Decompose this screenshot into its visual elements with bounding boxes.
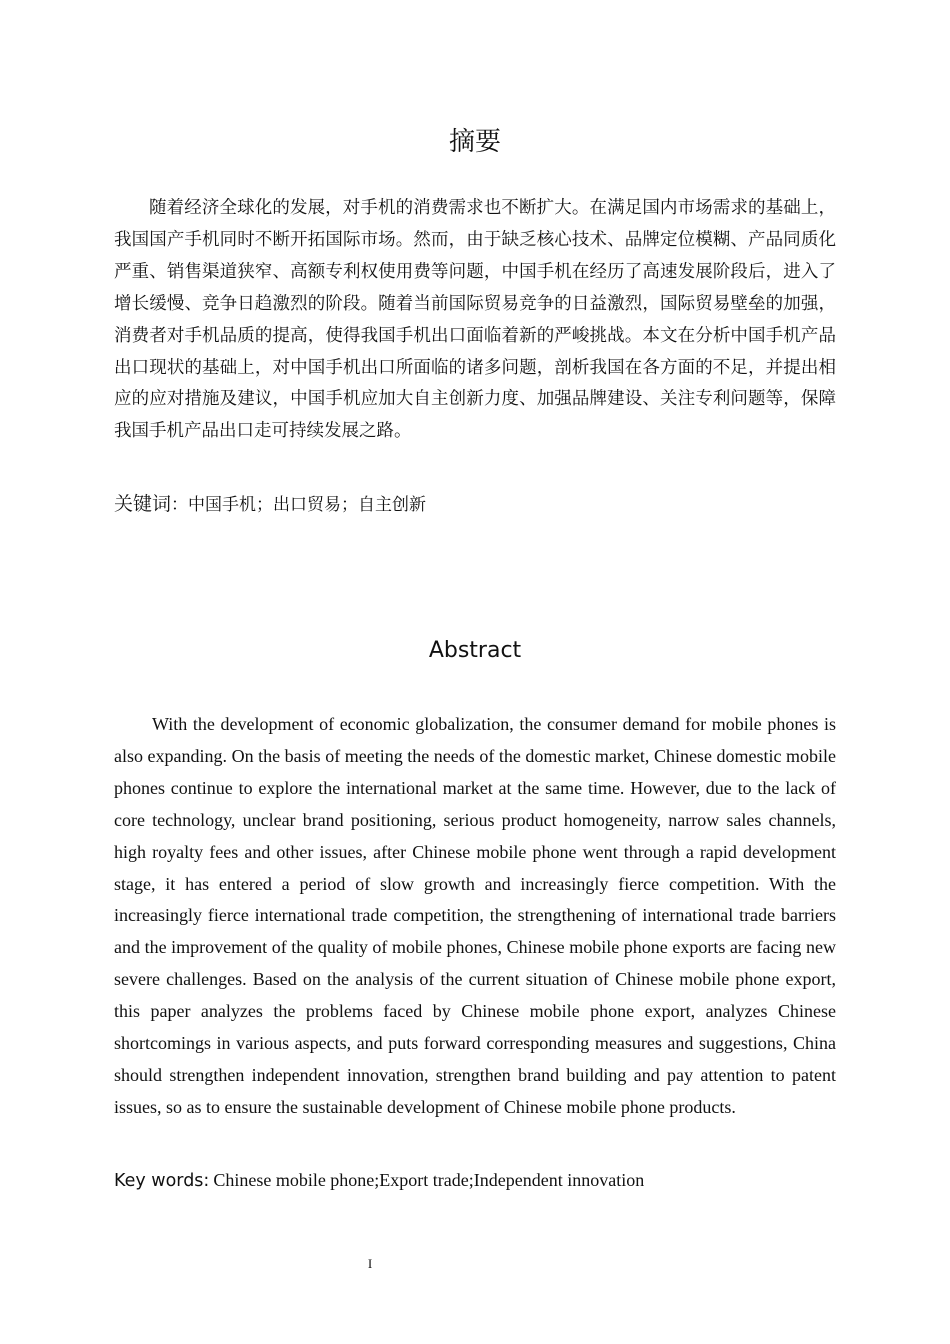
english-keywords-line xyxy=(114,1165,836,1197)
chinese-keywords-separator: ： xyxy=(171,495,189,515)
english-keywords-label: Key words: xyxy=(114,1171,210,1191)
english-keywords-value: Chinese mobile phone;Export trade;Independent innovation xyxy=(213,1170,645,1190)
english-abstract-body: With the development of economic globalization, the consumer demand for mobile phones is also expanding. On the basis of meeting the needs of the domestic market, Chinese domestic mobile phones continue to explore the international market at the same time. However, due to the lack of core technology, unclear brand positioning, serious product homogeneity, narrow sales channels, high royalty fees and other issues, after Chinese mobile phone went through a rapid development stage, it has entered a period of slow growth and increasingly fierce competition. With the increasingly fierce international trade competition, the strengthening of international trade barriers and the improvement of the quality of mobile phones, Chinese mobile phone exports are facing new severe challenges. Based on the analysis of the current situation of Chinese mobile phone export, this paper analyzes the problems faced by Chinese mobile phone export, analyzes Chinese shortcomings in various aspects, and puts forward corresponding measures and suggestions, China should strengthen independent innovation, strengthen brand building and pay attention to patent issues, so as to ensure the sustainable development of Chinese mobile phone products. xyxy=(114,714,836,1117)
chinese-abstract-body: 随着经济全球化的发展，对手机的消费需求也不断扩大。在满足国内市场需求的基础上，我国国产手机同时不断开拓国际市场。然而，由于缺乏核心技术、品牌定位模糊、产品同质化严重、销售渠道狭窄、高额专利权使用费等问题，中国手机在经历了高速发展阶段后，进入了增长缓慢、竞争日趋激烈的阶段。随着当前国际贸易竞争的日益激烈，国际贸易壁垒的加强，消费者对手机品质的提高，使得我国手机出口面临着新的严峻挑战。本文在分析中国手机产品出口现状的基础上，对中国手机出口所面临的诸多问题，剖析我国在各方面的不足，并提出相应的应对措施及建议，中国手机应加大自主创新力度、加强品牌建设、关注专利问题等，保障我国手机产品出口走可持续发展之路。 xyxy=(114,198,836,442)
page-number: I xyxy=(367,1256,373,1271)
chinese-abstract-title: 摘要 xyxy=(448,127,501,157)
chinese-keywords-label: 关键词 xyxy=(114,493,172,515)
chinese-keywords-line xyxy=(114,489,836,521)
chinese-keywords-value: 中国手机；出口贸易；自主创新 xyxy=(188,495,427,515)
english-abstract-title: Abstract xyxy=(428,638,522,663)
